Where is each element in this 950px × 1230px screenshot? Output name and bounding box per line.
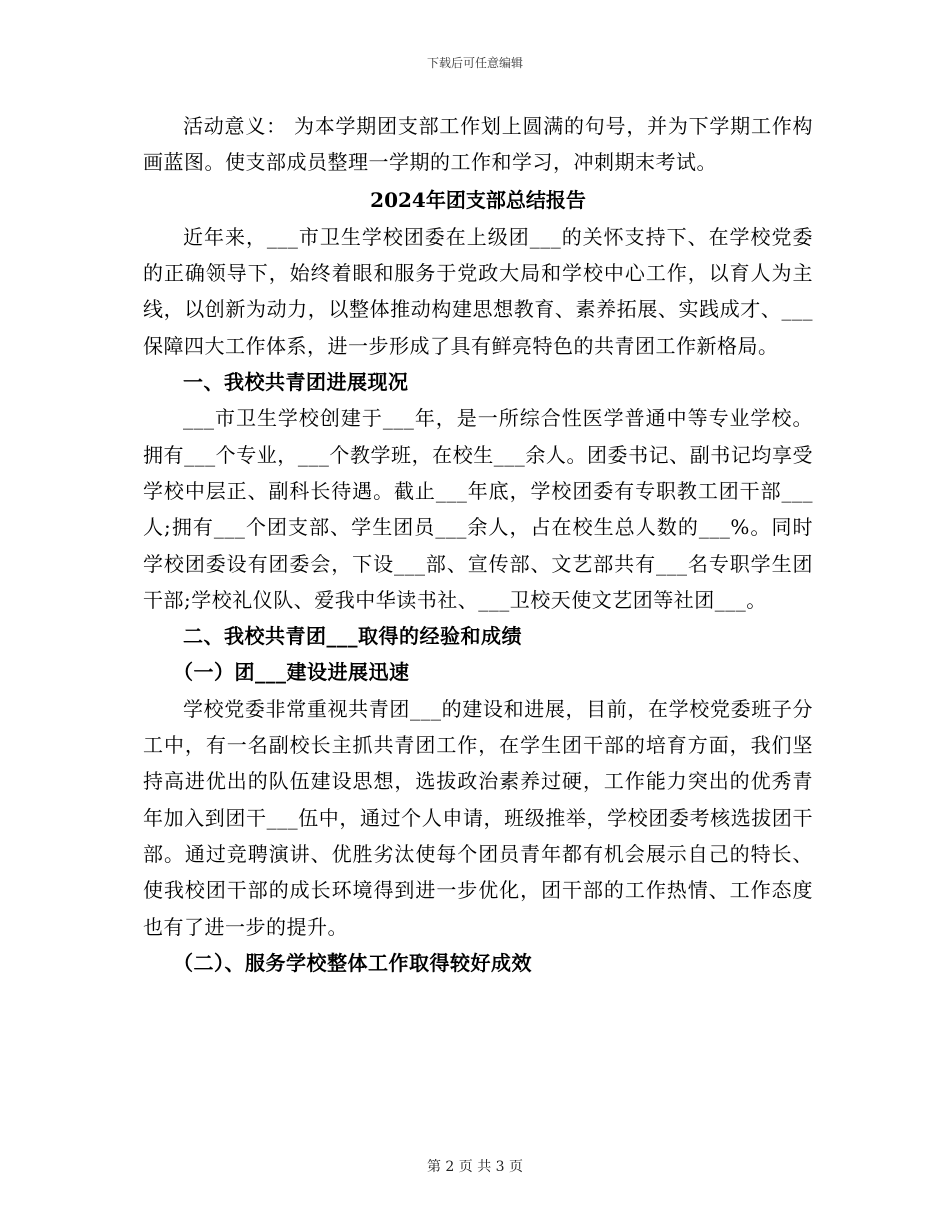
subsection-heading-2-1: （一）团___建设进展迅速 (173, 660, 410, 685)
page-footer: 第 2 页 共 3 页 (426, 1159, 524, 1175)
paragraph-team-building: 学校党委非常重视共青团___的建设和进展，目前，在学校党委班子分工中，有一名副校长主抓共青团工作，在学生团干部的培育方面，我们坚持高进优出的队伍建设思想，选拔政治素养过硬，工作能力突出的优秀青年加入到团干___伍中，通过个人申请，班级推举，学校团委考核选拔团干部。通过竞聘演讲、优胜劣汰使每个团员青年都有机会展示自己的特长、使我校团干部的成长环境得到进一步优化，团干部的工作热情、工作态度也有了进一步的提升。 (143, 696, 813, 939)
paragraph-intro: 近年来，___市卫生学校团委在上级团___的关怀支持下、在学校党委的正确领导下，始终着眼和服务于党政大局和学校中心工作，以育人为主线，以创新为动力，以整体推动构建思想教育、素养拓展、实践成才、___保障四大工作体系，进一步形成了具有鲜亮特色的共青团工作新格局。 (143, 224, 813, 358)
paragraph-status: ___市卫生学校创建于___年，是一所综合性医学普通中等专业学校。拥有___个专业，___个教学班，在校生___余人。团委书记、副书记均享受学校中层正、副科长待遇。截止___年底，学校团委有专职教工团干部___人;拥有___个团支部、学生团员___余人，占在校生总人数的___%。同时学校团委设有团委会，下设___部、宣传部、文艺部共有___名专职学生团干部;学校礼仪队、爱我中华读书社、___卫校天使文艺团等社团___。 (143, 406, 813, 612)
document-body (143, 108, 813, 981)
report-title: 2024年团支部总结报告 (370, 187, 586, 212)
section-heading-2: 二、我校共青团___取得的经验和成绩 (183, 624, 522, 649)
section-heading-1: 一、我校共青团进展现况 (183, 370, 409, 395)
paragraph-activity-meaning: 活动意义： 为本学期团支部工作划上圆满的句号，并为下学期工作构画蓝图。使支部成员整理一学期的工作和学习，冲刺期末考试。 (143, 114, 813, 175)
page-header: 下载后可任意编辑 (426, 56, 523, 70)
subsection-heading-2-2: （二）、服务学校整体工作取得较好成效 (173, 950, 532, 975)
